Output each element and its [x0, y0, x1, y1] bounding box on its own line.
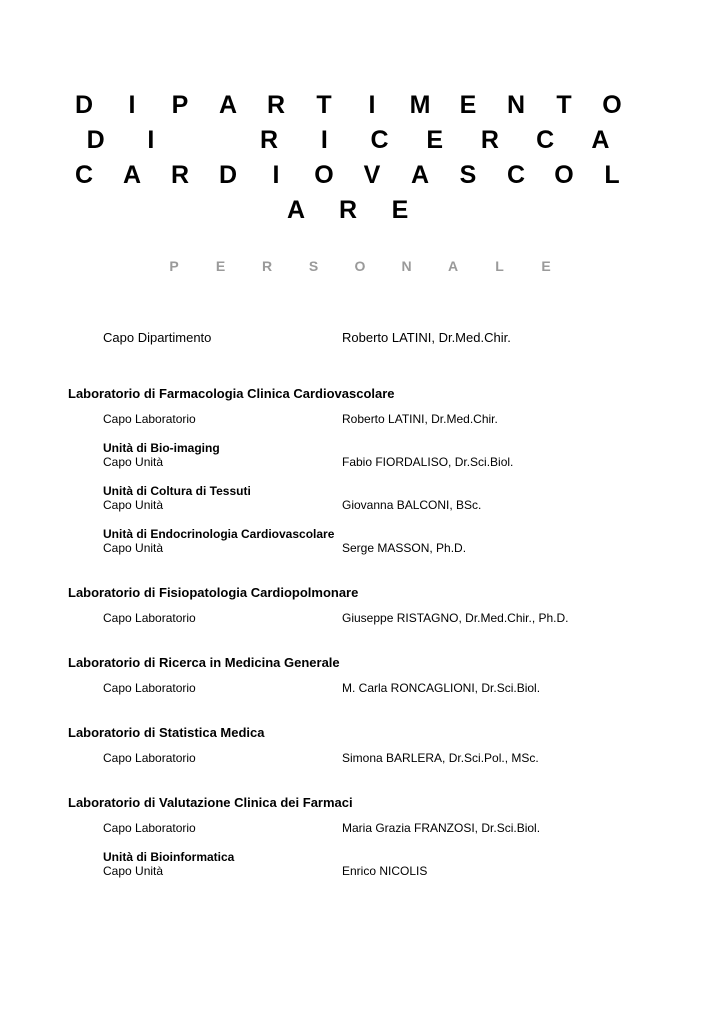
- subtitle-letter: E: [215, 258, 226, 274]
- unit-role: Capo Unità: [103, 455, 164, 469]
- title-letter: E: [426, 126, 444, 154]
- title-letter: M: [409, 91, 431, 119]
- lab-head-name: M. Carla RONCAGLIONI, Dr.Sci.Biol.: [342, 681, 541, 695]
- subtitle-letter: N: [401, 258, 412, 274]
- lab-role: Capo Laboratorio: [103, 611, 196, 625]
- title-letter: A: [410, 161, 430, 189]
- title-letter: I: [320, 126, 328, 154]
- title-letter: R: [480, 126, 499, 154]
- unit-head-name: Enrico NICOLIS: [342, 864, 428, 878]
- unit-role: Capo Unità: [103, 541, 164, 555]
- title-letter: C: [74, 161, 94, 189]
- lab-title: Laboratorio di Fisiopatologia Cardiopolmonare: [68, 585, 359, 600]
- unit-role: Capo Unità: [103, 498, 164, 512]
- title-letter: L: [604, 161, 620, 189]
- title-letter: P: [171, 91, 189, 119]
- title-letter: I: [128, 91, 136, 119]
- title-letter: C: [536, 126, 555, 154]
- title-letter: D: [74, 91, 94, 119]
- lab-role: Capo Laboratorio: [103, 412, 196, 426]
- title-letter: A: [286, 196, 306, 224]
- title-letter: A: [218, 91, 238, 119]
- title-letter: D: [86, 126, 105, 154]
- title-letter: I: [368, 91, 376, 119]
- subtitle-letter: O: [354, 258, 366, 274]
- subtitle-letter: P: [169, 258, 179, 274]
- lab-head-name: Roberto LATINI, Dr.Med.Chir.: [342, 412, 498, 426]
- section-subtitle: [160, 258, 560, 274]
- title-letter: R: [170, 161, 190, 189]
- title-letter: D: [218, 161, 238, 189]
- title-letter: R: [338, 196, 358, 224]
- lab-role: Capo Laboratorio: [103, 681, 196, 695]
- title-letter: A: [591, 126, 610, 154]
- subtitle-letter: E: [541, 258, 551, 274]
- lab-role: Capo Laboratorio: [103, 751, 196, 765]
- title-letter: O: [554, 161, 574, 189]
- title-letter: T: [556, 91, 572, 119]
- title-letter: R: [266, 91, 286, 119]
- subtitle-letter: A: [447, 258, 459, 274]
- lab-title: Laboratorio di Farmacologia Clinica Cardiovascolare: [68, 386, 395, 401]
- title-letter: R: [260, 126, 279, 154]
- title-letter: E: [459, 91, 477, 119]
- title-letter: S: [459, 161, 477, 189]
- title-letter: N: [506, 91, 526, 119]
- title-line-2: [68, 123, 628, 158]
- lab-title: Laboratorio di Ricerca in Medicina Generale: [68, 655, 340, 670]
- head-name: Roberto LATINI, Dr.Med.Chir.: [342, 330, 511, 345]
- title-line-1: [68, 88, 628, 123]
- subtitle-letter: L: [495, 258, 504, 274]
- lab-title: Laboratorio di Valutazione Clinica dei Farmaci: [68, 795, 353, 810]
- lab-head-name: Simona BARLERA, Dr.Sci.Pol., MSc.: [342, 751, 539, 765]
- lab-role: Capo Laboratorio: [103, 821, 196, 835]
- title-letter: C: [506, 161, 526, 189]
- unit-title: Unità di Coltura di Tessuti: [103, 484, 251, 498]
- title-letter: O: [314, 161, 334, 189]
- title-letter: E: [391, 196, 409, 224]
- title-letter: V: [363, 161, 381, 189]
- subtitle-letter: S: [308, 258, 319, 274]
- title-line-4: [68, 193, 628, 228]
- head-role: Capo Dipartimento: [103, 330, 212, 345]
- title-letter: T: [316, 91, 332, 119]
- title-letter: A: [122, 161, 142, 189]
- lab-head-name: Maria Grazia FRANZOSI, Dr.Sci.Biol.: [342, 821, 541, 835]
- title-letter: C: [370, 126, 389, 154]
- unit-title: Unità di Bio-imaging: [103, 441, 220, 455]
- lab-title: Laboratorio di Statistica Medica: [68, 725, 265, 740]
- unit-head-name: Giovanna BALCONI, BSc.: [342, 498, 482, 512]
- title-letter: I: [272, 161, 280, 189]
- unit-head-name: Fabio FIORDALISO, Dr.Sci.Biol.: [342, 455, 514, 469]
- unit-title: Unità di Endocrinologia Cardiovascolare: [103, 527, 335, 541]
- title-line-3: [68, 158, 628, 193]
- unit-title: Unità di Bioinformatica: [103, 850, 235, 864]
- page-title: [68, 88, 628, 228]
- title-letter: O: [602, 91, 622, 119]
- title-letter: I: [147, 126, 155, 154]
- unit-head-name: Serge MASSON, Ph.D.: [342, 541, 467, 555]
- unit-role: Capo Unità: [103, 864, 164, 878]
- subtitle-letter: R: [261, 258, 273, 274]
- lab-head-name: Giuseppe RISTAGNO, Dr.Med.Chir., Ph.D.: [342, 611, 569, 625]
